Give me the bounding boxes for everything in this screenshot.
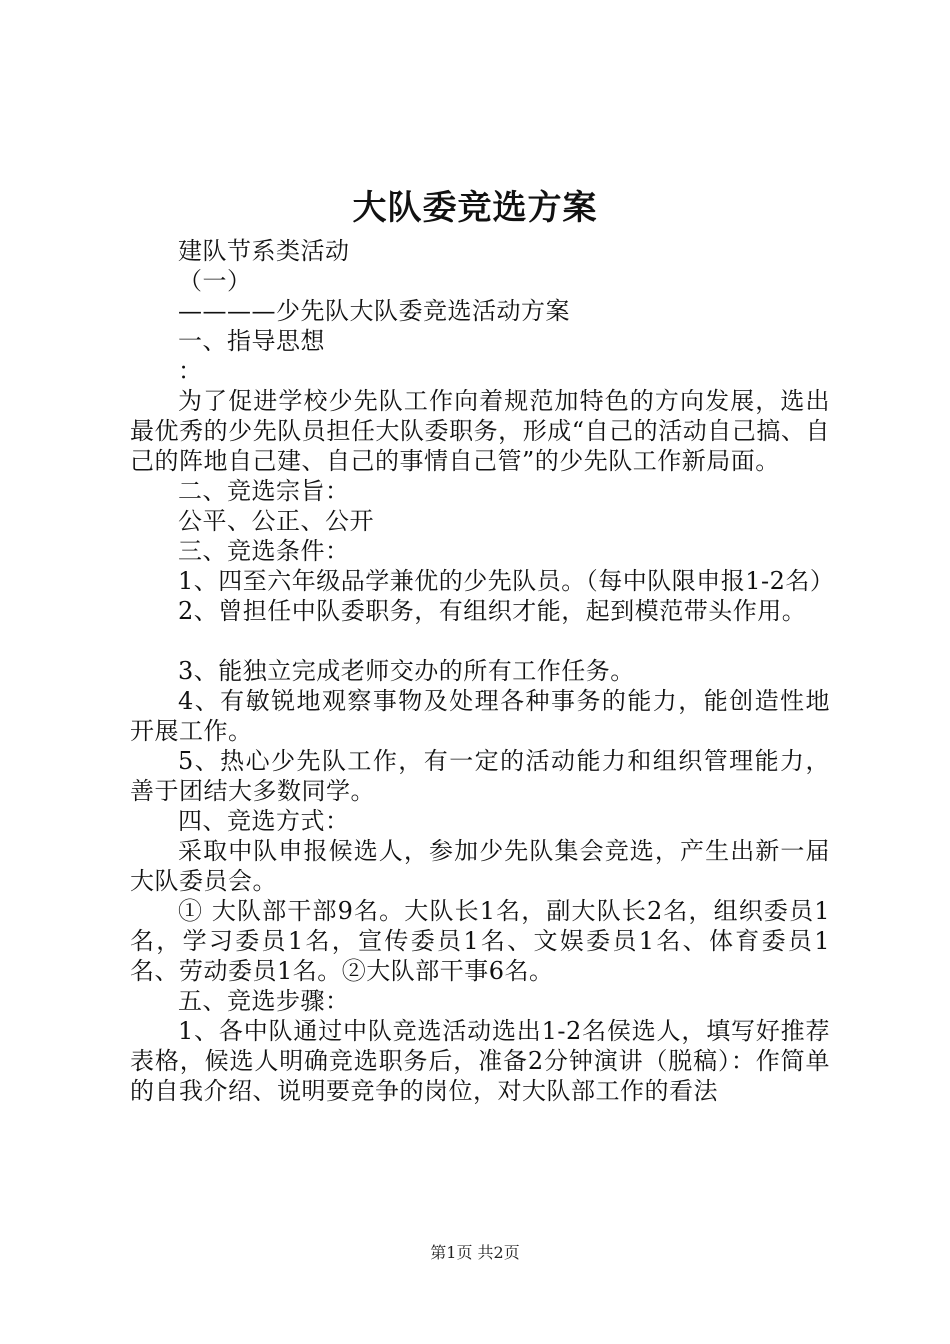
condition-item-5: 5、热心少先队工作，有一定的活动能力和组织管理能力，善于团结大多数同学。 bbox=[130, 747, 830, 805]
condition-item-2: 2、曾担任中队委职务，有组织才能，起到模范带头作用。 bbox=[178, 597, 807, 625]
document-body bbox=[130, 236, 835, 1106]
condition-item-1: 1、四至六年级品学兼优的少先队员。（每中队限申报1-2名） bbox=[178, 567, 835, 595]
condition-item-4: 4、有敏锐地观察事物及处理各种事务的能力，能创造性地开展工作。 bbox=[130, 687, 830, 745]
section-heading-conditions: 三、竞选条件： bbox=[178, 537, 350, 565]
page-footer: 第1页 共2页 bbox=[430, 1243, 520, 1262]
paragraph-colon: ： bbox=[178, 357, 203, 385]
paragraph-activity-series: 建队节系类活动 bbox=[178, 237, 350, 265]
step-item-1: 1、各中队通过中队竞选活动选出1-2名侯选人，填写好推荐表格，候选人明确竞选职务后，准备2分钟演讲（脱稿）：作简单的自我介绍、说明要竞争的岗位，对大队部工作的看法 bbox=[130, 1017, 830, 1105]
paragraph-subtitle: ————少先队大队委竞选活动方案 bbox=[178, 297, 570, 325]
paragraph-purpose: 公平、公正、公开 bbox=[178, 507, 374, 535]
section-heading-method: 四、竞选方式： bbox=[178, 807, 350, 835]
paragraph-part-number: （一） bbox=[178, 267, 252, 295]
section-heading-steps: 五、竞选步骤： bbox=[178, 987, 350, 1015]
paragraph-positions: ① 大队部干部9名。大队长1名，副大队长2名，组织委员1名，学习委员1名，宣传委员1名、文娱委员1名、体育委员1名、劳动委员1名。②大队部干事6名。 bbox=[130, 897, 830, 985]
condition-item-3: 3、能独立完成老师交办的所有工作任务。 bbox=[178, 657, 635, 685]
paragraph-guiding-thought: 为了促进学校少先队工作向着规范加特色的方向发展，选出最优秀的少先队员担任大队委职务，形成“自己的活动自己搞、自己的阵地自己建、自己的事情自己管”的少先队工作新局面。 bbox=[130, 387, 830, 475]
section-heading-guiding-thought: 一、指导思想 bbox=[178, 327, 325, 355]
document-title: 大队委竞选方案 bbox=[352, 188, 598, 228]
paragraph-method: 采取中队申报候选人，参加少先队集会竞选，产生出新一届大队委员会。 bbox=[130, 837, 830, 895]
section-heading-purpose: 二、竞选宗旨： bbox=[178, 477, 350, 505]
